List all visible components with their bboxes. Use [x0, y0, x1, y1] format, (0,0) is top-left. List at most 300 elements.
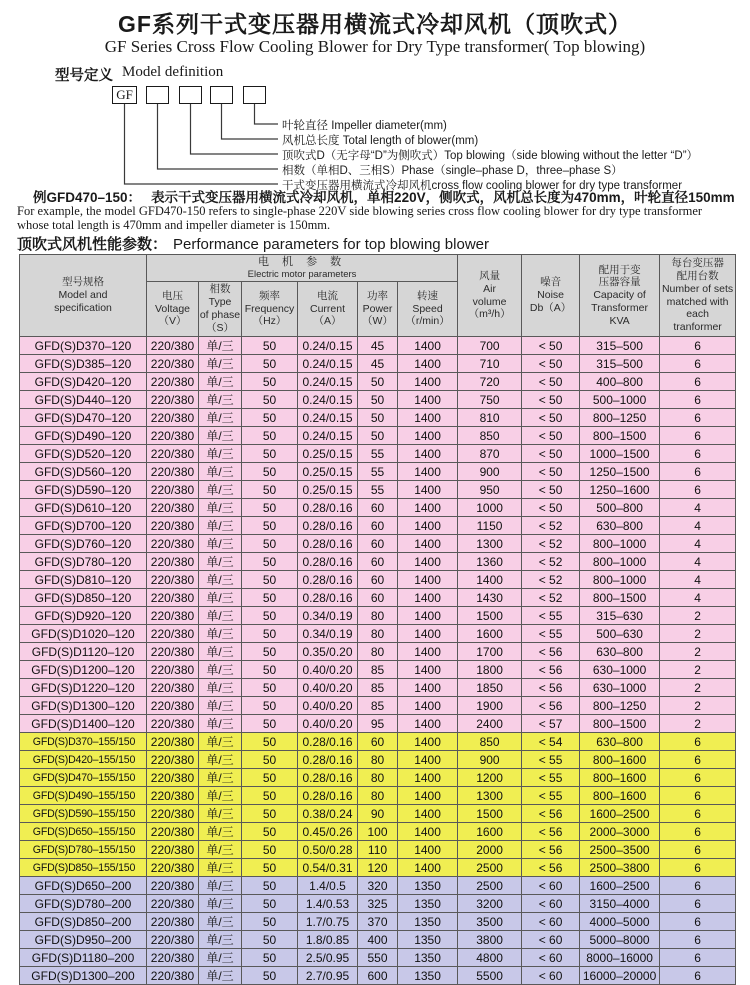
- cell-phase: 单/三: [199, 427, 242, 445]
- cell-speed: 1400: [398, 517, 458, 535]
- cell-power: 120: [358, 859, 398, 877]
- cell-voltage: 220/380: [147, 355, 199, 373]
- cell-voltage: 220/380: [147, 823, 199, 841]
- cell-frequency: 50: [242, 427, 298, 445]
- cell-speed: 1400: [398, 859, 458, 877]
- cell-speed: 1400: [398, 553, 458, 571]
- cell-frequency: 50: [242, 877, 298, 895]
- cell-frequency: 50: [242, 787, 298, 805]
- cell-current: 0.28/0.16: [298, 733, 358, 751]
- header-model: 型号规格 Model and specification: [20, 255, 147, 337]
- legend-blower-type: 干式变压器用横流式冷却风机cross flow cooling blower for dry type transformer: [282, 180, 683, 192]
- cell-phase: 单/三: [199, 805, 242, 823]
- header-motor-parameters-group: 电 机 参 数 Electric motor parameters: [147, 255, 458, 282]
- cell-capacity: 8000–16000: [580, 949, 660, 967]
- cell-frequency: 50: [242, 625, 298, 643]
- cell-current: 0.40/0.20: [298, 661, 358, 679]
- cell-model: GFD(S)D385–120: [20, 355, 147, 373]
- cell-capacity: 800–1250: [580, 409, 660, 427]
- cell-voltage: 220/380: [147, 949, 199, 967]
- cell-power: 60: [358, 535, 398, 553]
- cell-model: GFD(S)D650–155/150: [20, 823, 147, 841]
- cell-air-volume: 1200: [458, 769, 522, 787]
- cell-sets: 6: [660, 787, 736, 805]
- cell-phase: 单/三: [199, 697, 242, 715]
- cell-noise: < 56: [522, 697, 580, 715]
- cell-model: GFD(S)D590–120: [20, 481, 147, 499]
- cell-sets: 2: [660, 715, 736, 733]
- cell-noise: < 57: [522, 715, 580, 733]
- model-code-box-phase: [146, 86, 169, 104]
- cell-voltage: 220/380: [147, 625, 199, 643]
- cell-air-volume: 1400: [458, 571, 522, 589]
- cell-current: 0.28/0.16: [298, 787, 358, 805]
- cell-phase: 单/三: [199, 877, 242, 895]
- cell-phase: 单/三: [199, 715, 242, 733]
- cell-speed: 1400: [398, 607, 458, 625]
- cell-frequency: 50: [242, 967, 298, 985]
- cell-voltage: 220/380: [147, 553, 199, 571]
- cell-frequency: 50: [242, 751, 298, 769]
- cell-noise: < 56: [522, 823, 580, 841]
- cell-power: 60: [358, 589, 398, 607]
- cell-model: GFD(S)D440–120: [20, 391, 147, 409]
- cell-speed: 1400: [398, 733, 458, 751]
- cell-sets: 4: [660, 571, 736, 589]
- cell-frequency: 50: [242, 805, 298, 823]
- table-row: [20, 661, 736, 679]
- cell-model: GFD(S)D1020–120: [20, 625, 147, 643]
- cell-sets: 4: [660, 553, 736, 571]
- performance-table-body: [20, 337, 736, 985]
- cell-current: 1.4/0.5: [298, 877, 358, 895]
- cell-noise: < 50: [522, 463, 580, 481]
- table-row: [20, 679, 736, 697]
- table-row: [20, 355, 736, 373]
- cell-capacity: 630–1000: [580, 679, 660, 697]
- cell-power: 60: [358, 571, 398, 589]
- cell-current: 0.24/0.15: [298, 391, 358, 409]
- table-row: [20, 895, 736, 913]
- example-description-zh: 表示干式变压器用横流式冷却风机，单相220V，侧吹式，风机总长度为470mm，叶轮直径150mm: [151, 190, 735, 205]
- cell-air-volume: 3200: [458, 895, 522, 913]
- legend-phase: 相数（单相D、三相S）Phase（single–phase D，three–phase S）: [282, 165, 623, 177]
- cell-power: 320: [358, 877, 398, 895]
- cell-power: 50: [358, 427, 398, 445]
- cell-air-volume: 1000: [458, 499, 522, 517]
- cell-voltage: 220/380: [147, 697, 199, 715]
- cell-voltage: 220/380: [147, 427, 199, 445]
- cell-air-volume: 1800: [458, 661, 522, 679]
- cell-noise: < 52: [522, 553, 580, 571]
- cell-model: GFD(S)D780–200: [20, 895, 147, 913]
- cell-voltage: 220/380: [147, 769, 199, 787]
- cell-phase: 单/三: [199, 967, 242, 985]
- table-row: [20, 931, 736, 949]
- table-row: [20, 805, 736, 823]
- cell-phase: 单/三: [199, 787, 242, 805]
- cell-air-volume: 700: [458, 337, 522, 355]
- table-row: [20, 877, 736, 895]
- cell-voltage: 220/380: [147, 931, 199, 949]
- cell-capacity: 500–630: [580, 625, 660, 643]
- cell-power: 600: [358, 967, 398, 985]
- cell-power: 50: [358, 373, 398, 391]
- table-row: [20, 589, 736, 607]
- model-code-prefix-box: GF: [112, 86, 137, 104]
- cell-noise: < 60: [522, 895, 580, 913]
- cell-sets: 6: [660, 805, 736, 823]
- table-row: [20, 481, 736, 499]
- cell-model: GFD(S)D760–120: [20, 535, 147, 553]
- cell-frequency: 50: [242, 733, 298, 751]
- table-row: [20, 715, 736, 733]
- cell-power: 55: [358, 445, 398, 463]
- cell-phase: 单/三: [199, 535, 242, 553]
- cell-sets: 6: [660, 823, 736, 841]
- example-line-zh: [33, 186, 735, 206]
- cell-current: 0.24/0.15: [298, 373, 358, 391]
- cell-air-volume: 810: [458, 409, 522, 427]
- cell-frequency: 50: [242, 769, 298, 787]
- cell-power: 80: [358, 769, 398, 787]
- cell-phase: 单/三: [199, 499, 242, 517]
- cell-phase: 单/三: [199, 751, 242, 769]
- cell-phase: 单/三: [199, 409, 242, 427]
- model-definition-label-zh: 型号定义: [55, 68, 113, 84]
- cell-phase: 单/三: [199, 445, 242, 463]
- cell-current: 1.7/0.75: [298, 913, 358, 931]
- cell-capacity: 400–800: [580, 373, 660, 391]
- cell-noise: < 52: [522, 535, 580, 553]
- cell-frequency: 50: [242, 571, 298, 589]
- cell-capacity: 800–1000: [580, 553, 660, 571]
- cell-frequency: 50: [242, 913, 298, 931]
- cell-voltage: 220/380: [147, 391, 199, 409]
- cell-current: 2.7/0.95: [298, 967, 358, 985]
- cell-power: 550: [358, 949, 398, 967]
- cell-sets: 2: [660, 607, 736, 625]
- cell-voltage: 220/380: [147, 841, 199, 859]
- performance-table: [19, 254, 736, 985]
- cell-sets: 6: [660, 373, 736, 391]
- cell-current: 0.28/0.16: [298, 535, 358, 553]
- cell-air-volume: 750: [458, 391, 522, 409]
- cell-air-volume: 900: [458, 463, 522, 481]
- cell-sets: 2: [660, 697, 736, 715]
- cell-power: 60: [358, 499, 398, 517]
- cell-air-volume: 1850: [458, 679, 522, 697]
- cell-sets: 6: [660, 427, 736, 445]
- cell-phase: 单/三: [199, 931, 242, 949]
- cell-air-volume: 2000: [458, 841, 522, 859]
- table-row: [20, 643, 736, 661]
- cell-model: GFD(S)D370–155/150: [20, 733, 147, 751]
- table-row: [20, 391, 736, 409]
- cell-current: 0.28/0.16: [298, 517, 358, 535]
- cell-sets: 6: [660, 931, 736, 949]
- cell-sets: 6: [660, 751, 736, 769]
- header-power: 功率 Power （W）: [358, 282, 398, 337]
- cell-sets: 6: [660, 391, 736, 409]
- cell-capacity: 800–1500: [580, 589, 660, 607]
- cell-model: GFD(S)D590–155/150: [20, 805, 147, 823]
- cell-model: GFD(S)D1200–120: [20, 661, 147, 679]
- cell-current: 0.28/0.16: [298, 571, 358, 589]
- cell-capacity: 1000–1500: [580, 445, 660, 463]
- cell-speed: 1400: [398, 481, 458, 499]
- cell-sets: 6: [660, 841, 736, 859]
- cell-air-volume: 5500: [458, 967, 522, 985]
- cell-power: 85: [358, 661, 398, 679]
- cell-model: GFD(S)D1220–120: [20, 679, 147, 697]
- cell-frequency: 50: [242, 337, 298, 355]
- cell-frequency: 50: [242, 589, 298, 607]
- cell-speed: 1400: [398, 697, 458, 715]
- table-row: [20, 427, 736, 445]
- cell-model: GFD(S)D520–120: [20, 445, 147, 463]
- cell-phase: 单/三: [199, 733, 242, 751]
- cell-air-volume: 3800: [458, 931, 522, 949]
- example-model-code: 例GFD470–150：: [33, 190, 142, 205]
- cell-voltage: 220/380: [147, 733, 199, 751]
- cell-voltage: 220/380: [147, 661, 199, 679]
- cell-voltage: 220/380: [147, 715, 199, 733]
- cell-air-volume: 1600: [458, 823, 522, 841]
- cell-phase: 单/三: [199, 895, 242, 913]
- cell-model: GFD(S)D610–120: [20, 499, 147, 517]
- cell-noise: < 60: [522, 913, 580, 931]
- cell-sets: 6: [660, 463, 736, 481]
- table-row: [20, 949, 736, 967]
- cell-power: 110: [358, 841, 398, 859]
- cell-model: GFD(S)D850–200: [20, 913, 147, 931]
- cell-phase: 单/三: [199, 643, 242, 661]
- cell-speed: 1400: [398, 373, 458, 391]
- cell-capacity: 2500–3500: [580, 841, 660, 859]
- cell-phase: 单/三: [199, 337, 242, 355]
- cell-speed: 1400: [398, 409, 458, 427]
- cell-phase: 单/三: [199, 769, 242, 787]
- cell-model: GFD(S)D490–120: [20, 427, 147, 445]
- cell-noise: < 52: [522, 571, 580, 589]
- cell-current: 1.4/0.53: [298, 895, 358, 913]
- cell-noise: < 50: [522, 409, 580, 427]
- cell-voltage: 220/380: [147, 751, 199, 769]
- cell-voltage: 220/380: [147, 571, 199, 589]
- cell-power: 80: [358, 643, 398, 661]
- cell-phase: 单/三: [199, 589, 242, 607]
- cell-capacity: 1250–1600: [580, 481, 660, 499]
- legend-impeller-diameter: 叶轮直径 Impeller diameter(mm): [282, 120, 447, 132]
- cell-noise: < 55: [522, 787, 580, 805]
- cell-capacity: 315–500: [580, 337, 660, 355]
- cell-noise: < 50: [522, 391, 580, 409]
- cell-noise: < 50: [522, 481, 580, 499]
- cell-air-volume: 1500: [458, 805, 522, 823]
- cell-air-volume: 1600: [458, 625, 522, 643]
- cell-frequency: 50: [242, 697, 298, 715]
- cell-capacity: 1600–2500: [580, 805, 660, 823]
- cell-current: 0.24/0.15: [298, 427, 358, 445]
- cell-power: 90: [358, 805, 398, 823]
- cell-speed: 1400: [398, 751, 458, 769]
- cell-sets: 6: [660, 859, 736, 877]
- cell-phase: 单/三: [199, 517, 242, 535]
- cell-noise: < 56: [522, 661, 580, 679]
- cell-speed: 1350: [398, 931, 458, 949]
- cell-phase: 单/三: [199, 823, 242, 841]
- cell-frequency: 50: [242, 553, 298, 571]
- cell-noise: < 50: [522, 355, 580, 373]
- cell-voltage: 220/380: [147, 913, 199, 931]
- cell-current: 1.8/0.85: [298, 931, 358, 949]
- table-row: [20, 733, 736, 751]
- cell-power: 80: [358, 607, 398, 625]
- cell-capacity: 4000–5000: [580, 913, 660, 931]
- cell-air-volume: 1500: [458, 607, 522, 625]
- cell-phase: 单/三: [199, 679, 242, 697]
- header-sets: 每台变压器 配用台数 Number of sets matched with each tranformer: [660, 255, 736, 337]
- cell-power: 45: [358, 337, 398, 355]
- cell-sets: 6: [660, 337, 736, 355]
- cell-current: 2.5/0.95: [298, 949, 358, 967]
- cell-air-volume: 1300: [458, 535, 522, 553]
- cell-frequency: 50: [242, 517, 298, 535]
- model-definition-label-en: Model definition: [122, 64, 224, 80]
- cell-sets: 6: [660, 409, 736, 427]
- cell-power: 55: [358, 481, 398, 499]
- cell-model: GFD(S)D650–200: [20, 877, 147, 895]
- section-heading: [17, 233, 489, 254]
- cell-current: 0.34/0.19: [298, 625, 358, 643]
- cell-model: GFD(S)D1300–200: [20, 967, 147, 985]
- cell-frequency: 50: [242, 463, 298, 481]
- cell-model: GFD(S)D850–155/150: [20, 859, 147, 877]
- cell-power: 85: [358, 679, 398, 697]
- cell-voltage: 220/380: [147, 463, 199, 481]
- table-row: [20, 823, 736, 841]
- cell-model: GFD(S)D780–155/150: [20, 841, 147, 859]
- table-row: [20, 967, 736, 985]
- cell-current: 0.28/0.16: [298, 589, 358, 607]
- cell-power: 50: [358, 409, 398, 427]
- cell-capacity: 800–1500: [580, 715, 660, 733]
- cell-sets: 6: [660, 913, 736, 931]
- cell-capacity: 500–1000: [580, 391, 660, 409]
- cell-noise: < 50: [522, 337, 580, 355]
- cell-capacity: 2500–3800: [580, 859, 660, 877]
- cell-power: 45: [358, 355, 398, 373]
- cell-air-volume: 2500: [458, 877, 522, 895]
- cell-power: 55: [358, 463, 398, 481]
- section-heading-en: Performance parameters for top blowing blower: [173, 236, 489, 253]
- table-row: [20, 787, 736, 805]
- cell-speed: 1400: [398, 391, 458, 409]
- cell-air-volume: 3500: [458, 913, 522, 931]
- performance-table-head: [20, 255, 736, 337]
- cell-noise: < 55: [522, 607, 580, 625]
- cell-model: GFD(S)D560–120: [20, 463, 147, 481]
- cell-noise: < 52: [522, 589, 580, 607]
- cell-current: 0.25/0.15: [298, 481, 358, 499]
- cell-frequency: 50: [242, 535, 298, 553]
- cell-speed: 1400: [398, 535, 458, 553]
- cell-phase: 单/三: [199, 481, 242, 499]
- cell-frequency: 50: [242, 607, 298, 625]
- cell-noise: < 50: [522, 445, 580, 463]
- cell-frequency: 50: [242, 409, 298, 427]
- cell-voltage: 220/380: [147, 895, 199, 913]
- header-voltage: 电压 Voltage （V）: [147, 282, 199, 337]
- cell-capacity: 315–500: [580, 355, 660, 373]
- cell-current: 0.28/0.16: [298, 499, 358, 517]
- cell-speed: 1400: [398, 841, 458, 859]
- cell-current: 0.24/0.15: [298, 355, 358, 373]
- cell-current: 0.54/0.31: [298, 859, 358, 877]
- cell-model: GFD(S)D470–155/150: [20, 769, 147, 787]
- cell-capacity: 1600–2500: [580, 877, 660, 895]
- cell-sets: 4: [660, 499, 736, 517]
- cell-noise: < 60: [522, 877, 580, 895]
- cell-power: 60: [358, 517, 398, 535]
- cell-speed: 1350: [398, 895, 458, 913]
- cell-capacity: 630–1000: [580, 661, 660, 679]
- cell-noise: < 60: [522, 931, 580, 949]
- cell-speed: 1400: [398, 787, 458, 805]
- table-row: [20, 337, 736, 355]
- cell-model: GFD(S)D780–120: [20, 553, 147, 571]
- cell-speed: 1400: [398, 355, 458, 373]
- cell-frequency: 50: [242, 679, 298, 697]
- cell-model: GFD(S)D950–200: [20, 931, 147, 949]
- cell-noise: < 60: [522, 967, 580, 985]
- cell-air-volume: 850: [458, 427, 522, 445]
- cell-voltage: 220/380: [147, 589, 199, 607]
- cell-current: 0.25/0.15: [298, 445, 358, 463]
- table-row: [20, 445, 736, 463]
- cell-power: 95: [358, 715, 398, 733]
- header-capacity: 配用于变 压器容量 Capacity of Transformer KVA: [580, 255, 660, 337]
- cell-power: 85: [358, 697, 398, 715]
- table-row: [20, 913, 736, 931]
- cell-noise: < 55: [522, 751, 580, 769]
- cell-frequency: 50: [242, 445, 298, 463]
- section-heading-zh: 顶吹式风机性能参数：: [17, 236, 168, 253]
- cell-voltage: 220/380: [147, 805, 199, 823]
- cell-voltage: 220/380: [147, 535, 199, 553]
- cell-frequency: 50: [242, 661, 298, 679]
- cell-phase: 单/三: [199, 571, 242, 589]
- cell-phase: 单/三: [199, 949, 242, 967]
- cell-speed: 1400: [398, 499, 458, 517]
- cell-phase: 单/三: [199, 913, 242, 931]
- table-row: [20, 751, 736, 769]
- cell-noise: < 60: [522, 949, 580, 967]
- cell-current: 0.24/0.15: [298, 409, 358, 427]
- cell-speed: 1350: [398, 967, 458, 985]
- cell-air-volume: 720: [458, 373, 522, 391]
- cell-current: 0.28/0.16: [298, 769, 358, 787]
- cell-sets: 2: [660, 643, 736, 661]
- cell-current: 0.35/0.20: [298, 643, 358, 661]
- cell-air-volume: 1700: [458, 643, 522, 661]
- cell-frequency: 50: [242, 859, 298, 877]
- page-title: GF系列干式变压器用横流式冷却风机（顶吹式）: [118, 11, 632, 37]
- cell-frequency: 50: [242, 949, 298, 967]
- cell-speed: 1400: [398, 625, 458, 643]
- cell-sets: 6: [660, 967, 736, 985]
